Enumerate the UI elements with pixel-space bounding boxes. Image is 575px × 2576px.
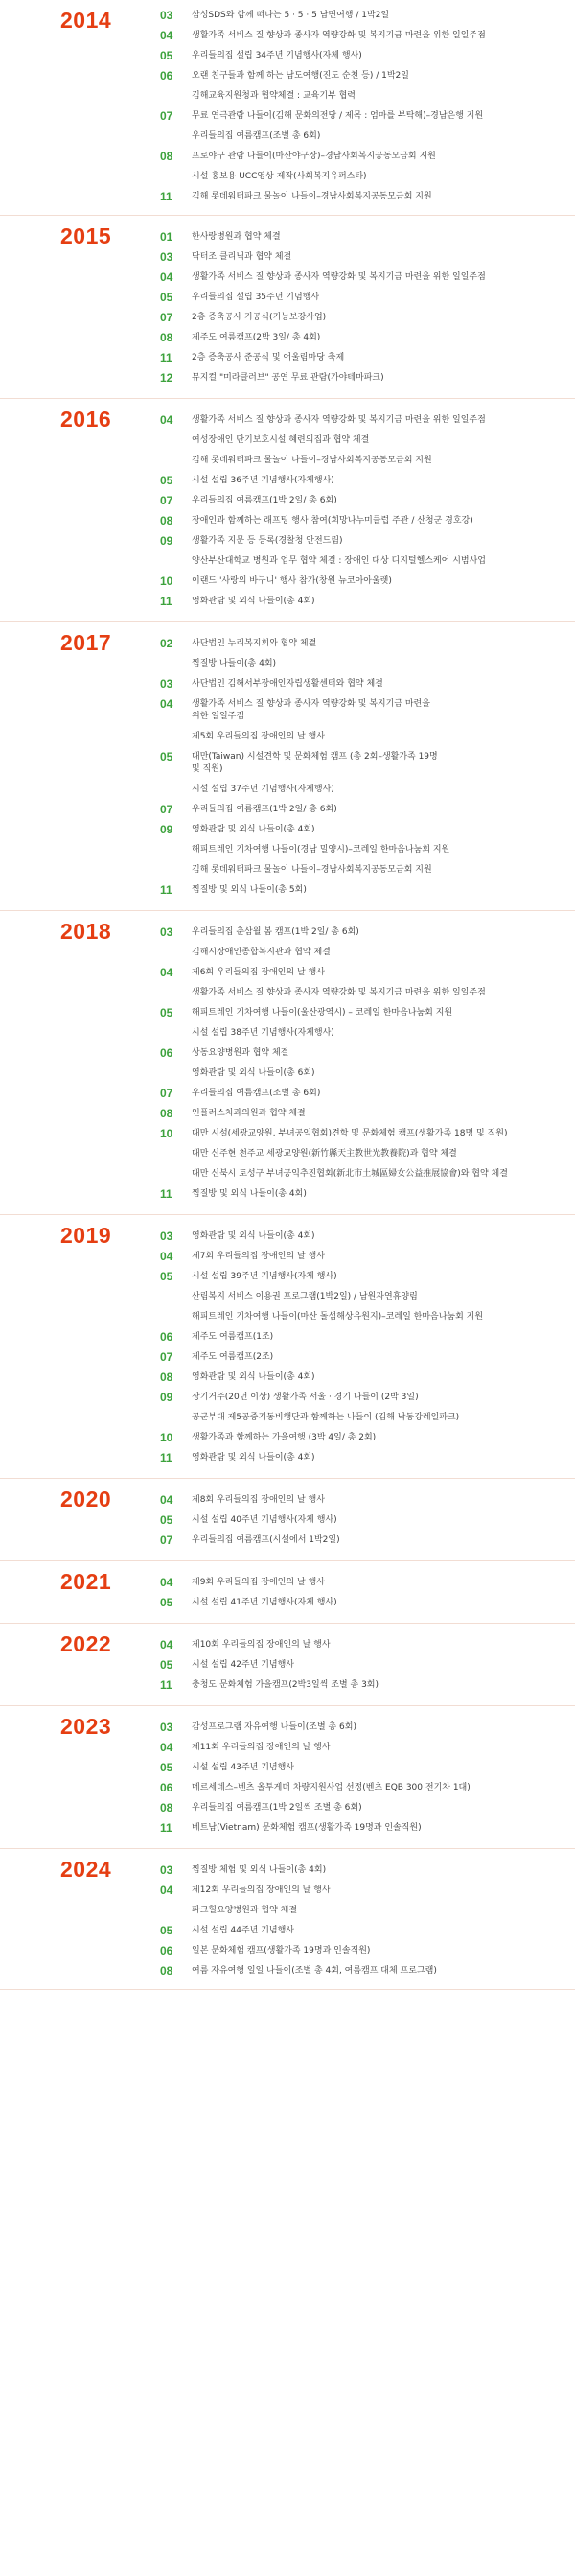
entry-month: 08 (160, 1370, 173, 1384)
timeline-entry (160, 348, 575, 368)
entry-text: 파크힐요양병원과 협약 체결 (192, 1906, 298, 1915)
entry-month: 06 (160, 1046, 173, 1060)
entry-month: 05 (160, 1761, 173, 1774)
timeline-entry (160, 1635, 575, 1655)
entry-text: 사단법인 누리복지회와 협약 체결 (192, 639, 317, 648)
entry-text: 시설 설립 37주년 기념행사(자체행사) (192, 785, 334, 794)
timeline-entry (160, 674, 575, 694)
year-heading: 2016 (60, 407, 112, 432)
timeline-entry (160, 1758, 575, 1778)
entry-text: 삼성SDS와 함께 떠나는 5 · 5 · 5 남면여행 / 1박2일 (192, 11, 390, 20)
entry-text: 찜질방 체험 및 외식 나들이(총 4회) (192, 1865, 327, 1875)
timeline-entry (160, 1448, 575, 1468)
entry-month: 08 (160, 1107, 173, 1120)
timeline-entry (160, 491, 575, 511)
year-section-2020 (0, 1479, 575, 1561)
year-heading: 2014 (60, 8, 112, 33)
entry-text: 대만 시설(세광교양원, 부녀공익협회)견학 및 문화체험 캠프(생활가족 18명 및 직원) (192, 1129, 508, 1138)
entry-text: 생활가족 서비스 질 향상과 종사자 역량강화 및 복지기금 마련을 위한 일일주점 (192, 31, 486, 40)
entry-text: 영화관람 및 외식 나들이(총 6회) (192, 1068, 315, 1078)
entry-month: 04 (160, 1741, 173, 1754)
entry-month: 11 (160, 595, 172, 608)
entry-text: 대만(Taiwan) 시설견학 및 문화체험 캠프 (총 2회–생활가족 19명 및 직원) (192, 752, 438, 774)
entry-text: 제11회 우리들의집 장애인의 날 행사 (192, 1743, 331, 1752)
entry-text: 생활가족 지문 등 등록(경찰청 안전드림) (192, 536, 343, 546)
entry-month: 03 (160, 1229, 173, 1243)
entry-month: 11 (160, 1821, 172, 1835)
timeline-entry (160, 1428, 575, 1448)
entry-text: 여성장애인 단기보호시설 혜련의집과 협약 체결 (192, 435, 370, 445)
entry-text: 제주도 여름캠프(2조) (192, 1352, 274, 1362)
timeline-entry (160, 1347, 575, 1368)
timeline-entry (160, 26, 575, 46)
entry-text: 시설 설립 40주년 기념행사(자체 행사) (192, 1515, 337, 1525)
timeline-entry (160, 247, 575, 268)
timeline-entry (160, 1593, 575, 1613)
timeline-entry (160, 923, 575, 963)
timeline-entry (160, 66, 575, 106)
entry-month: 04 (160, 697, 173, 711)
year-section-2023 (0, 1706, 575, 1849)
entry-month: 05 (160, 1658, 173, 1672)
timeline-entry (160, 471, 575, 491)
entry-text: 인플러스치과의원과 협약 체결 (192, 1109, 306, 1118)
timeline-entry (160, 1798, 575, 1818)
entry-text: 우리들의집 여름캠프(조별 총 6회) (192, 1089, 321, 1098)
timeline-entry (160, 747, 575, 800)
entry-month: 06 (160, 1781, 173, 1794)
timeline-entry (160, 1247, 575, 1267)
entry-month: 04 (160, 1576, 173, 1589)
entry-text: 우리들의집 여름캠프(1박 2일씩 조별 총 6회) (192, 1803, 362, 1813)
entry-text: 영화관람 및 외식 나들이(총 4회) (192, 597, 315, 606)
entry-month: 02 (160, 637, 173, 650)
year-heading: 2024 (60, 1857, 112, 1882)
entry-month: 08 (160, 1801, 173, 1815)
timeline-entry (160, 268, 575, 288)
entry-month: 07 (160, 1534, 173, 1547)
timeline-entry (160, 531, 575, 572)
entry-month: 10 (160, 1127, 173, 1140)
year-heading: 2021 (60, 1569, 112, 1594)
entry-month: 05 (160, 1270, 173, 1283)
entry-text: 생활가족 서비스 질 향상과 종사자 역량강화 및 복지기금 마련을 위한 일일주점 (192, 272, 486, 282)
entry-text: 김해 롯데워터파크 물놀이 나들이–경남사회복지공동모금회 지원 (192, 192, 432, 201)
entry-text: 일본 문화체험 캠프(생활가족 19명과 인솔직원) (192, 1946, 371, 1955)
entry-month: 08 (160, 331, 173, 344)
timeline-entry (160, 1104, 575, 1124)
entry-text: 우리들의집 춘삼월 봄 캠프(1박 2일/ 총 6회) (192, 927, 359, 937)
entry-month: 11 (160, 1187, 172, 1201)
entry-month: 09 (160, 823, 173, 836)
entry-text: 오랜 친구들과 함께 하는 남도여행(진도 순천 등) / 1박2일 (192, 71, 409, 81)
entry-month: 07 (160, 803, 173, 816)
entry-month: 05 (160, 1596, 173, 1609)
entry-text: 우리들의집 여름캠프(1박 2일/ 총 6회) (192, 805, 337, 814)
entry-text: 영화관람 및 외식 나들이(총 4회) (192, 1372, 315, 1382)
timeline-entry (160, 1881, 575, 1921)
entry-text: 시설 설립 44주년 기념행사 (192, 1926, 294, 1935)
entry-month: 04 (160, 1884, 173, 1897)
entry-month: 09 (160, 1391, 173, 1404)
timeline-entry (160, 1531, 575, 1551)
entry-month: 11 (160, 351, 172, 364)
timeline-entry (160, 511, 575, 531)
entry-text: 시설 홍보용 UCC영상 제작(사회복지유퍼스타) (192, 172, 367, 181)
entry-text: 2층 증축공사 준공식 및 어울림마당 축제 (192, 353, 345, 363)
entry-month: 07 (160, 109, 173, 123)
entry-month: 04 (160, 1493, 173, 1507)
year-section-2019 (0, 1215, 575, 1479)
entry-month: 06 (160, 1944, 173, 1957)
entry-month: 06 (160, 69, 173, 82)
entry-text: 제12회 우리들의집 장애인의 날 행사 (192, 1885, 331, 1895)
entry-text: 영화관람 및 외식 나들이(총 4회) (192, 825, 315, 834)
timeline-entry (160, 1227, 575, 1247)
entry-text: 찜질방 및 외식 나들이(총 5회) (192, 885, 307, 895)
timeline-entry (160, 1861, 575, 1881)
entry-text: 제10회 우리들의집 장애인의 날 행사 (192, 1640, 331, 1650)
entry-month: 07 (160, 1350, 173, 1364)
entry-month: 07 (160, 311, 173, 324)
entry-text: 시설 설립 38주년 기념행사(자체행사) (192, 1028, 334, 1038)
year-heading: 2018 (60, 919, 112, 944)
entry-text: 생활가족 서비스 질 향상과 종사자 역량강화 및 복지기금 마련을 위한 일일주점 (192, 415, 486, 425)
entry-text: 닥터조 클리닉과 협약 체결 (192, 252, 292, 262)
entry-text: 제9회 우리들의집 장애인의 날 행사 (192, 1578, 325, 1587)
entry-month: 04 (160, 270, 173, 284)
timeline-entry (160, 800, 575, 820)
entry-text: 제7회 우리들의집 장애인의 날 행사 (192, 1252, 325, 1261)
entry-text: 사단법인 김해서부장애인자립생활센터와 협약 체결 (192, 679, 383, 689)
entry-text: 충청도 문화체험 가을캠프(2박3일씩 조별 총 3회) (192, 1680, 379, 1690)
timeline-entry (160, 1961, 575, 1981)
entry-text: 시설 설립 39주년 기념행사(자체 행사) (192, 1272, 337, 1281)
entry-text: 시설 설립 42주년 기념행사 (192, 1660, 294, 1670)
entry-text: 우리들의집 여름캠프(시설에서 1박2일) (192, 1535, 340, 1545)
timeline-entry (160, 1921, 575, 1941)
entry-month: 11 (160, 190, 172, 203)
timeline-entry (160, 308, 575, 328)
timeline-entry (160, 1490, 575, 1510)
timeline-entry (160, 1368, 575, 1388)
entry-month: 05 (160, 49, 173, 62)
entry-month: 04 (160, 1250, 173, 1263)
entry-text: 양산부산대학교 병원과 업무 협약 체결 : 장애인 대상 디지털헬스케어 시범사업 (192, 556, 486, 566)
entry-text: 장애인과 함께하는 래프팅 행사 참여(희망나누미클럽 주관 / 산청군 경호강) (192, 516, 473, 526)
entry-text: 한사랑병원과 협약 체결 (192, 232, 281, 242)
entry-month: 11 (160, 883, 172, 897)
entry-text: 무료 연극관람 나들이(김해 문화의전당 / 제목 : 엄마를 부탁해)–경남은행 지원 (192, 111, 484, 121)
entry-text: 감성프로그램 자유여행 나들이(조별 총 6회) (192, 1722, 356, 1732)
entry-text: 산림복지 서비스 이용권 프로그램(1박2일) / 남원자연휴양림 (192, 1292, 418, 1301)
timeline-entry (160, 328, 575, 348)
entry-text: 공군부대 제5공중기동비행단과 함께하는 나들이 (김해 낙동강레일파크) (192, 1413, 460, 1422)
entry-text: 시설 설립 41주년 기념행사(자체 행사) (192, 1598, 337, 1607)
entry-month: 10 (160, 574, 173, 588)
entry-text: 메르세데스–벤츠 올투게더 차량지원사업 선정(벤츠 EQB 300 전기차 1대) (192, 1783, 471, 1792)
timeline-entry (160, 1003, 575, 1043)
entry-text: 해피트레인 기차여행 나들이(마산 돌섬해상유원지)–코레일 한마음나눔회 지원 (192, 1312, 484, 1322)
timeline-entry (160, 147, 575, 187)
entry-text: 우리들의집 설립 34주년 기념행사(자체 행사) (192, 51, 362, 60)
entry-month: 07 (160, 1087, 173, 1100)
entry-month: 05 (160, 474, 173, 487)
timeline-entry (160, 1573, 575, 1593)
timeline-entry (160, 1327, 575, 1347)
timeline-entry (160, 634, 575, 674)
year-heading: 2022 (60, 1631, 112, 1656)
entry-month: 12 (160, 371, 173, 385)
entry-text: 상동요양병원과 협약 체결 (192, 1048, 289, 1058)
timeline-entry (160, 1718, 575, 1738)
timeline-entry (160, 820, 575, 880)
entry-text: 여름 자유여행 일일 나들이(조별 총 4회, 여름캠프 대체 프로그램) (192, 1966, 437, 1976)
entry-text: 대만 신주현 천주교 세광교양원(新竹縣天主教世光教養院)과 협약 체결 (192, 1149, 457, 1159)
entry-month: 05 (160, 1924, 173, 1937)
entry-text: 생활가족과 함께하는 가을여행 (3박 4일/ 총 2회) (192, 1433, 377, 1442)
timeline-entry (160, 963, 575, 1003)
entry-month: 08 (160, 1964, 173, 1978)
timeline-entry (160, 880, 575, 901)
timeline-entry (160, 592, 575, 612)
entry-month: 03 (160, 677, 173, 691)
entry-month: 03 (160, 9, 173, 22)
entry-text: 대만 신북시 토성구 부녀공익추진협회(新北市土城區婦女公益推展協會)와 협약 체결 (192, 1169, 508, 1179)
year-heading: 2019 (60, 1223, 112, 1248)
entry-month: 11 (160, 1451, 172, 1464)
entry-text: 찜질방 나들이(총 4회) (192, 659, 277, 668)
entry-text: 이랜드 '사랑의 바구니' 행사 참가(창원 뉴코아아울렛) (192, 576, 392, 586)
entry-text: 영화관람 및 외식 나들이(총 4회) (192, 1453, 315, 1463)
timeline-entry (160, 1043, 575, 1084)
timeline-entry (160, 368, 575, 388)
entry-text: 제주도 여름캠프(2박 3일/ 총 4회) (192, 333, 321, 342)
entry-month: 05 (160, 1513, 173, 1527)
entry-text: 김해 롯데워터파크 물놀이 나들이–경남사회복지공동모금회 지원 (192, 865, 432, 875)
entry-text: 프로야구 관람 나들이(마산야구장)–경남사회복지공동모금회 지원 (192, 152, 436, 161)
entry-month: 10 (160, 1431, 173, 1444)
entry-text: 제주도 여름캠프(1조) (192, 1332, 274, 1342)
year-heading: 2017 (60, 630, 112, 655)
year-section-2014 (0, 0, 575, 216)
entry-text: 장기거주(20년 이상) 생활가족 서울 · 경기 나들이 (2박 3일) (192, 1393, 419, 1402)
timeline-entry (160, 288, 575, 308)
year-section-2021 (0, 1561, 575, 1624)
entry-month: 07 (160, 494, 173, 507)
timeline-entry (160, 1267, 575, 1327)
entry-month: 04 (160, 29, 173, 42)
entry-text: 시설 설립 43주년 기념행사 (192, 1763, 294, 1772)
timeline-entry (160, 572, 575, 592)
entry-month: 04 (160, 1638, 173, 1651)
entry-text: 베트남(Vietnam) 문화체험 캠프(생활가족 19명과 인솔직원) (192, 1823, 422, 1833)
entry-text: 찜질방 및 외식 나들이(총 4회) (192, 1189, 307, 1199)
entry-month: 05 (160, 750, 173, 763)
entry-month: 11 (160, 1678, 172, 1692)
entry-text: 우리들의집 설립 35주년 기념행사 (192, 293, 320, 302)
timeline-entry (160, 694, 575, 747)
entry-month: 06 (160, 1330, 173, 1344)
timeline-entry (160, 1388, 575, 1428)
entry-month: 05 (160, 291, 173, 304)
entry-text: 제5회 우리들의집 장애인의 날 행사 (192, 732, 325, 741)
entry-text: 해피트레인 기차여행 나들이(경남 밀양시)–코레일 한마음나눔회 지원 (192, 845, 450, 855)
timeline-entry (160, 410, 575, 471)
timeline-entry (160, 46, 575, 66)
entry-month: 09 (160, 534, 173, 548)
year-section-2015 (0, 216, 575, 399)
entry-text: 우리들의집 여름캠프(1박 2일/ 총 6회) (192, 496, 337, 505)
timeline-entry (160, 227, 575, 247)
year-section-2017 (0, 622, 575, 911)
timeline-entry (160, 6, 575, 26)
timeline-entry (160, 1778, 575, 1798)
timeline-entry (160, 1655, 575, 1675)
entry-text: 우리들의집 여름캠프(조별 총 6회) (192, 131, 321, 141)
entry-month: 08 (160, 150, 173, 163)
year-section-2022 (0, 1624, 575, 1706)
entry-month: 04 (160, 966, 173, 979)
entry-month: 03 (160, 1721, 173, 1734)
entry-text: 김해 롯데워터파크 물놀이 나들이–경남사회복지공동모금회 지원 (192, 456, 432, 465)
entry-month: 01 (160, 230, 173, 244)
entry-text: 2층 증축공사 기공식(기능보강사업) (192, 313, 327, 322)
entry-text: 제6회 우리들의집 장애인의 날 행사 (192, 968, 325, 977)
entry-text: 김해교육지원청과 협약체결 : 교육기부 협력 (192, 91, 356, 101)
year-section-2024 (0, 1849, 575, 1990)
entry-text: 제8회 우리들의집 장애인의 날 행사 (192, 1495, 325, 1505)
entry-text: 뮤지컬 "미라클러브" 공연 무료 관람(가야테마파크) (192, 373, 384, 383)
timeline-entry (160, 106, 575, 147)
entry-text: 생활가족 서비스 질 향상과 종사자 역량강화 및 복지기금 마련을 위한 일일주점 (192, 699, 430, 721)
year-section-2016 (0, 399, 575, 622)
entry-text: 해피트레인 기차여행 나들이(울산광역시) – 코레일 한마음나눔회 지원 (192, 1008, 453, 1018)
entry-month: 05 (160, 1006, 173, 1019)
entry-month: 03 (160, 925, 173, 939)
entry-month: 04 (160, 413, 173, 427)
entry-text: 김해시장애인종합복지관과 협약 체결 (192, 948, 331, 957)
timeline-entry (160, 1184, 575, 1205)
year-heading: 2020 (60, 1487, 112, 1511)
year-heading: 2015 (60, 223, 112, 248)
year-section-2018 (0, 911, 575, 1215)
entry-month: 03 (160, 250, 173, 264)
timeline-entry (160, 1510, 575, 1531)
timeline-entry (160, 187, 575, 207)
entry-month: 03 (160, 1863, 173, 1877)
entry-text: 영화관람 및 외식 나들이(총 4회) (192, 1231, 315, 1241)
timeline-entry (160, 1818, 575, 1838)
timeline-entry (160, 1124, 575, 1184)
entry-month: 08 (160, 514, 173, 527)
timeline-entry (160, 1738, 575, 1758)
entry-text: 생활가족 서비스 질 향상과 종사자 역량강화 및 복지기금 마련을 위한 일일주점 (192, 988, 486, 997)
timeline-entry (160, 1675, 575, 1696)
year-heading: 2023 (60, 1714, 112, 1739)
timeline-entry (160, 1084, 575, 1104)
entry-text: 시설 설립 36주년 기념행사(자체행사) (192, 476, 334, 485)
timeline-entry (160, 1941, 575, 1961)
